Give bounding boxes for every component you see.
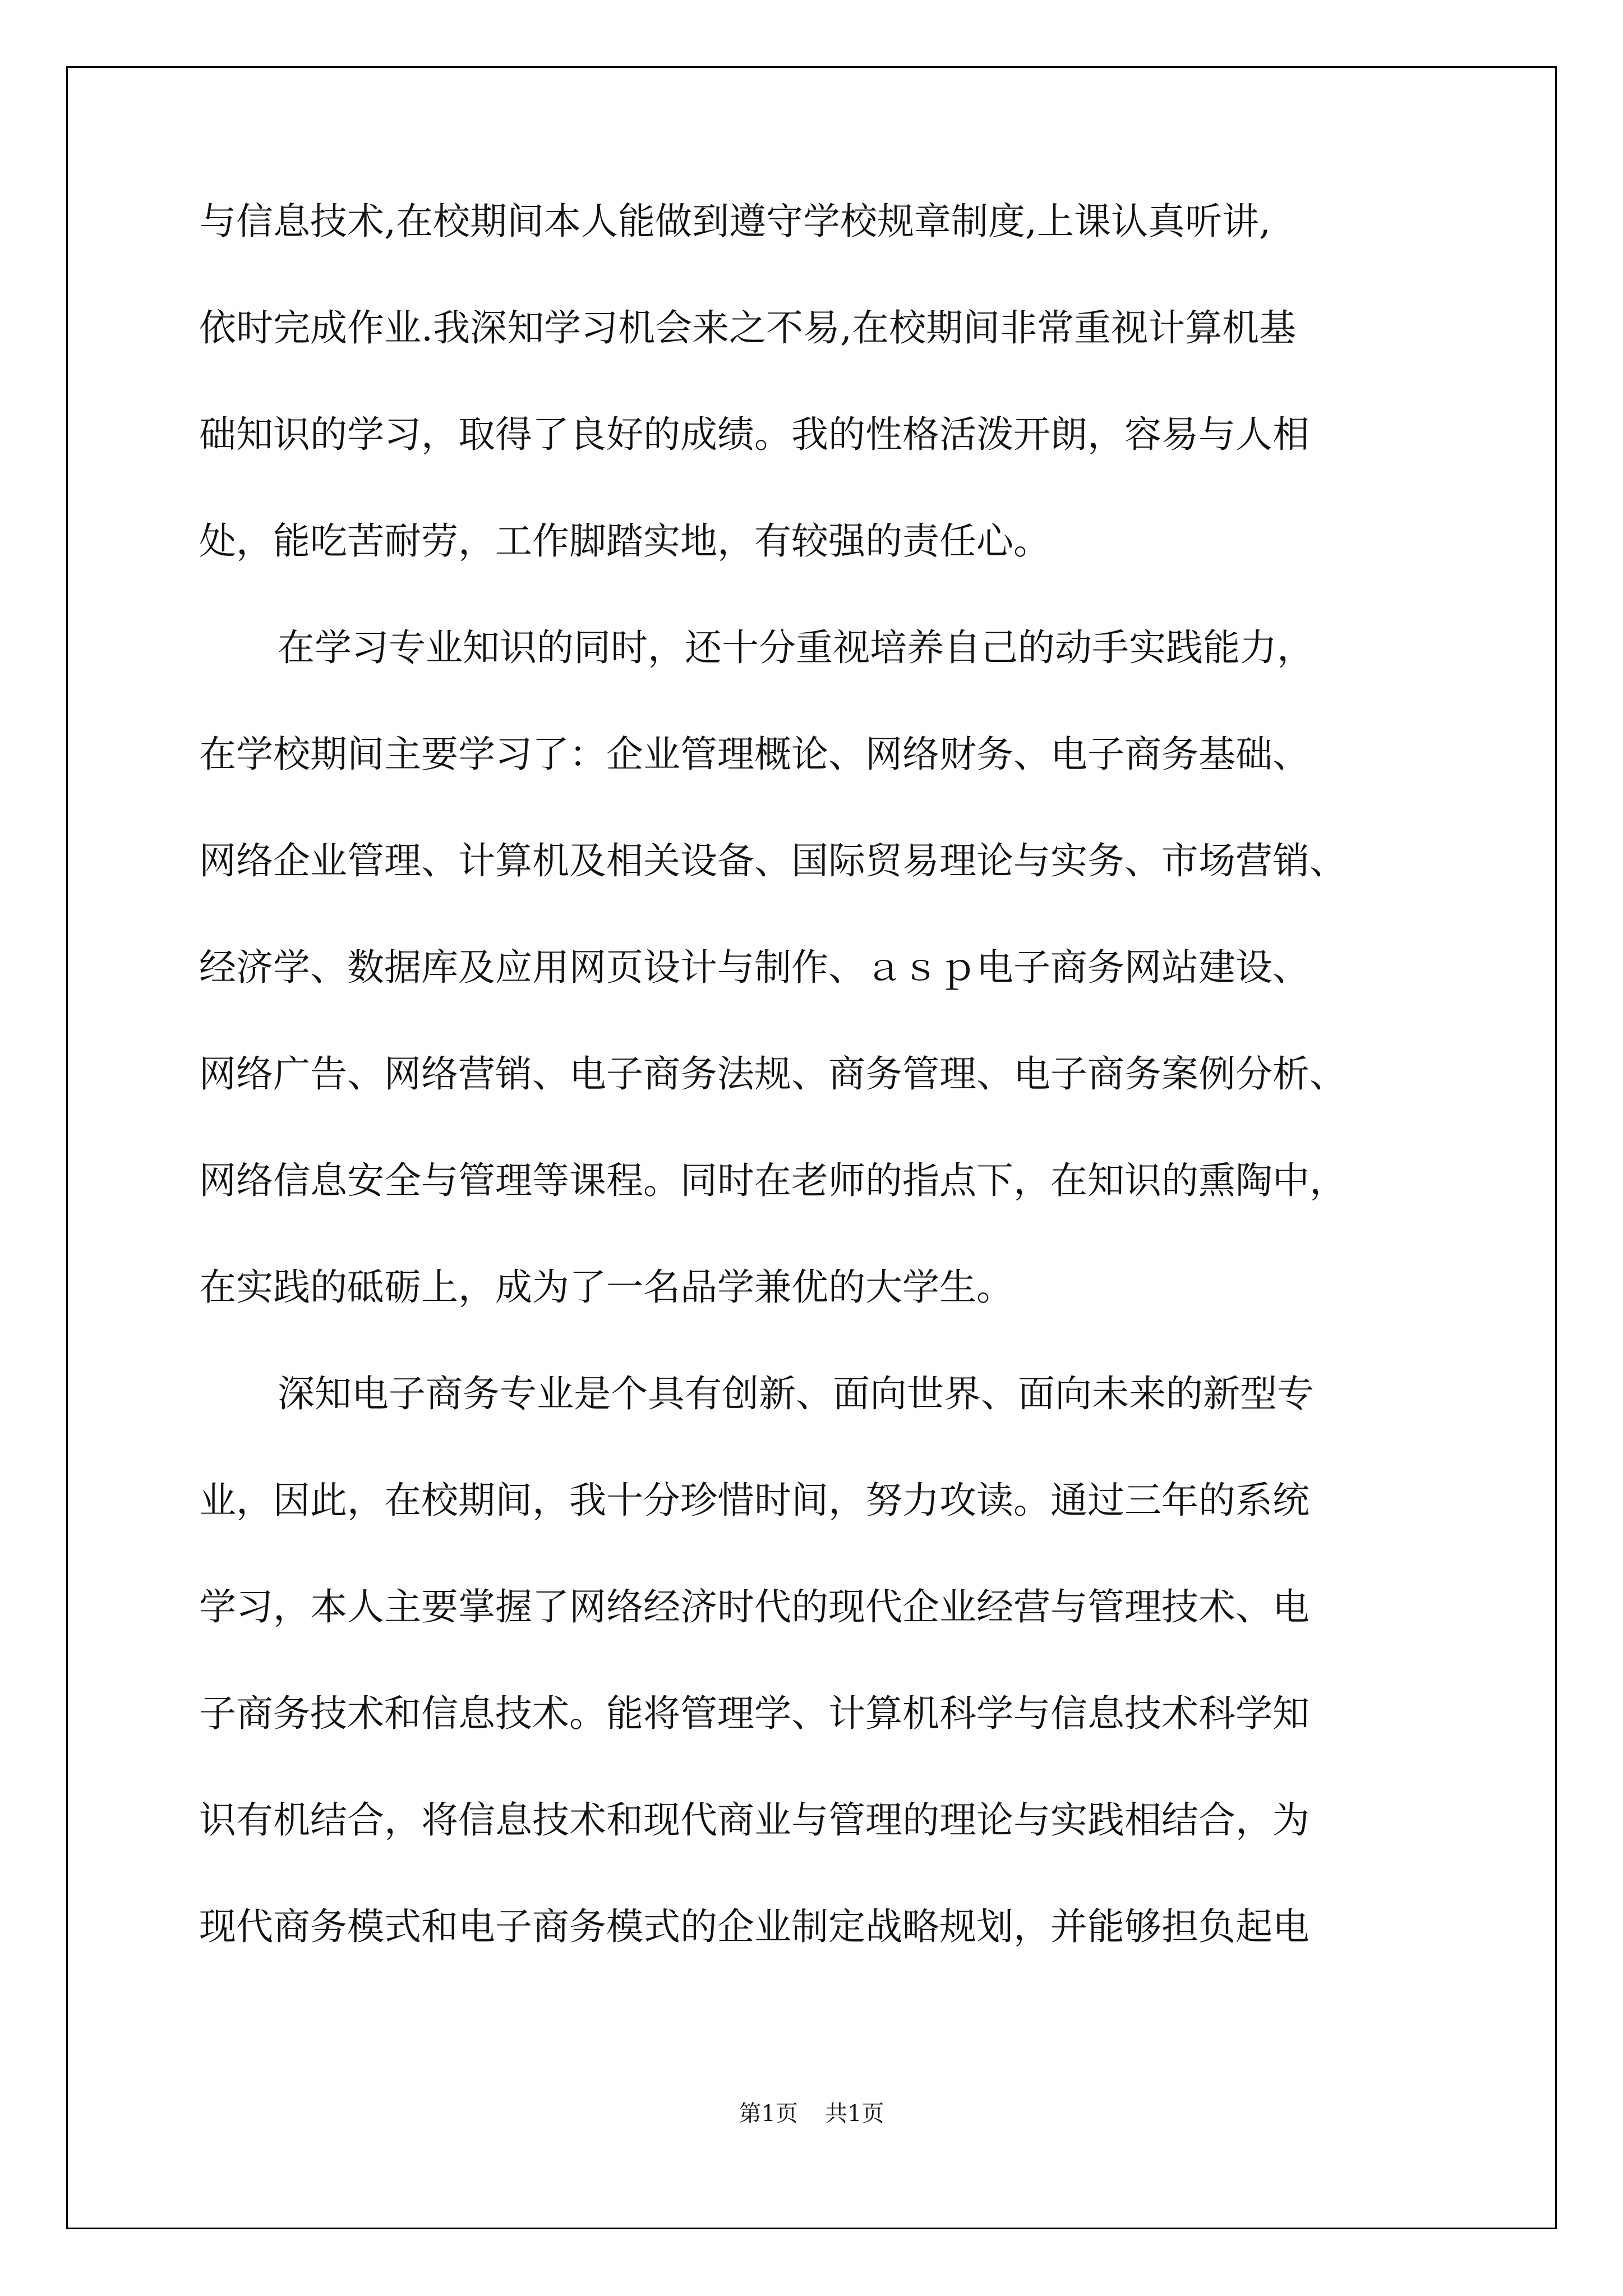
paragraph-start-line: 在学习专业知识的同时，还十分重视培养自己的动手实践能力，: [278, 626, 1314, 669]
text-line: 识有机结合，将信息技术和现代商业与管理的理论与实践相结合，为: [199, 1798, 1310, 1842]
text-line: 处，能吃苦耐劳，工作脚踏实地，有较强的责任心。: [199, 519, 1050, 563]
text-line: 础知识的学习，取得了良好的成绩。我的性格活泼开朗，容易与人相: [199, 413, 1310, 456]
text-line: 学习，本人主要掌握了网络经济时代的现代企业经营与管理技术、电: [199, 1585, 1310, 1628]
paragraph-start-line: 深知电子商务专业是个具有创新、面向世界、面向未来的新型专: [278, 1372, 1314, 1415]
text-line: 网络广告、网络营销、电子商务法规、商务管理、电子商务案例分析、: [199, 1052, 1347, 1096]
text-line: 网络信息安全与管理等课程。同时在老师的指点下，在知识的熏陶中，: [199, 1159, 1347, 1202]
text-line: 子商务技术和信息技术。能将管理学、计算机科学与信息技术科学知: [199, 1692, 1310, 1735]
text-line: 经济学、数据库及应用网页设计与制作、ａｓｐ电子商务网站建设、: [199, 946, 1310, 989]
text-line: 在实践的砥砺上，成为了一名品学兼优的大学生。: [199, 1266, 1013, 1309]
text-line: 在学校期间主要学习了：企业管理概论、网络财务、电子商务基础、: [199, 733, 1310, 776]
page-total: 共1页: [825, 2101, 884, 2127]
text-line: 业，因此，在校期间，我十分珍惜时间，努力攻读。通过三年的系统: [199, 1479, 1310, 1522]
text-line: 与信息技术,在校期间本人能做到遵守学校规章制度,上课认真听讲,: [199, 200, 1271, 243]
text-line: 网络企业管理、计算机及相关设备、国际贸易理论与实务、市场营销、: [199, 839, 1347, 882]
text-line: 现代商务模式和电子商务模式的企业制定战略规划，并能够担负起电: [199, 1905, 1310, 1948]
text-line: 依时完成作业.我深知学习机会来之不易,在校期间非常重视计算机基: [199, 306, 1296, 349]
page-footer: [0, 2097, 1623, 2131]
page-number: 第1页: [739, 2101, 798, 2127]
